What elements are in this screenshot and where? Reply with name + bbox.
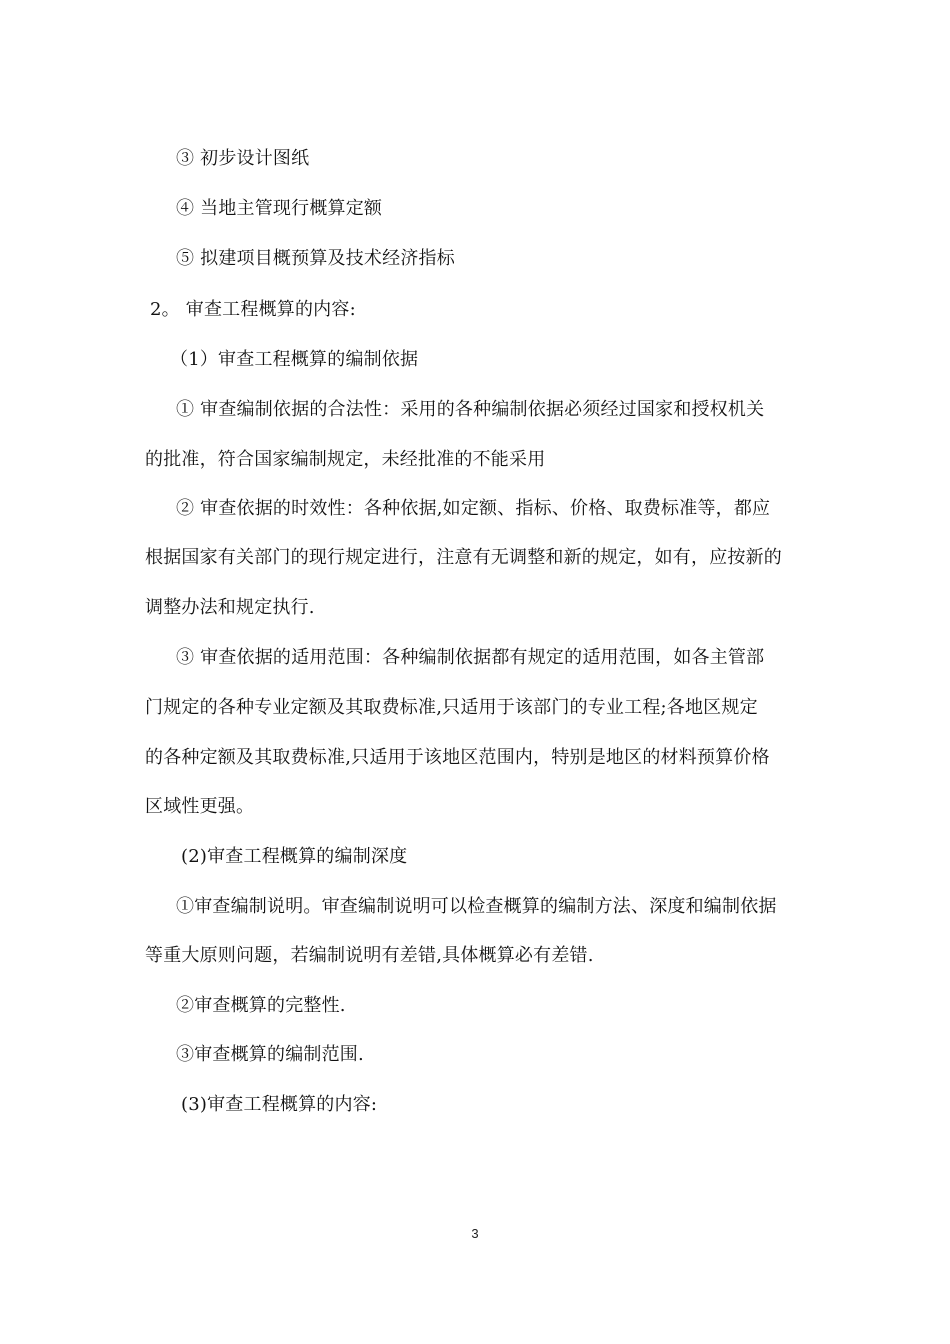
subsection-heading: (2)审查工程概算的编制深度 xyxy=(181,846,408,867)
paragraph-line: ①审查编制说明。审查编制说明可以检查概算的编制方法、深度和编制依据 xyxy=(176,896,777,917)
paragraph-line: ⑤ 拟建项目概预算及技术经济指标 xyxy=(176,248,455,269)
paragraph-line: ④ 当地主管现行概算定额 xyxy=(176,198,383,219)
paragraph-line: ③审查概算的编制范围. xyxy=(176,1044,364,1065)
paragraph-line: ③ 初步设计图纸 xyxy=(176,148,310,169)
paragraph-line: 根据国家有关部门的现行规定进行，注意有无调整和新的规定，如有，应按新的 xyxy=(145,547,782,568)
paragraph-line: ② 审查依据的时效性：各种依据,如定额、指标、价格、取费标准等，都应 xyxy=(176,498,771,519)
page-number: 3 xyxy=(471,1226,479,1241)
paragraph-line: 等重大原则问题，若编制说明有差错,具体概算必有差错. xyxy=(145,945,594,966)
paragraph-line: 的各种定额及其取费标准,只适用于该地区范围内，特别是地区的材料预算价格 xyxy=(145,747,770,768)
paragraph-line: ③ 审查依据的适用范围：各种编制依据都有规定的适用范围，如各主管部 xyxy=(176,647,765,668)
subsection-heading: （1）审查工程概算的编制依据 xyxy=(170,349,419,370)
paragraph-line: ① 审查编制依据的合法性：采用的各种编制依据必须经过国家和授权机关 xyxy=(176,399,765,420)
paragraph-line: 区域性更强。 xyxy=(145,796,255,817)
section-heading: 2。 审查工程概算的内容: xyxy=(150,299,356,320)
subsection-heading: (3)审查工程概算的内容: xyxy=(181,1094,378,1115)
paragraph-line: 门规定的各种专业定额及其取费标准,只适用于该部门的专业工程;各地区规定 xyxy=(145,697,758,718)
paragraph-line: 的批准，符合国家编制规定，未经批准的不能采用 xyxy=(145,449,546,470)
paragraph-line: 调整办法和规定执行. xyxy=(145,597,315,618)
paragraph-line: ②审查概算的完整性. xyxy=(176,995,346,1016)
